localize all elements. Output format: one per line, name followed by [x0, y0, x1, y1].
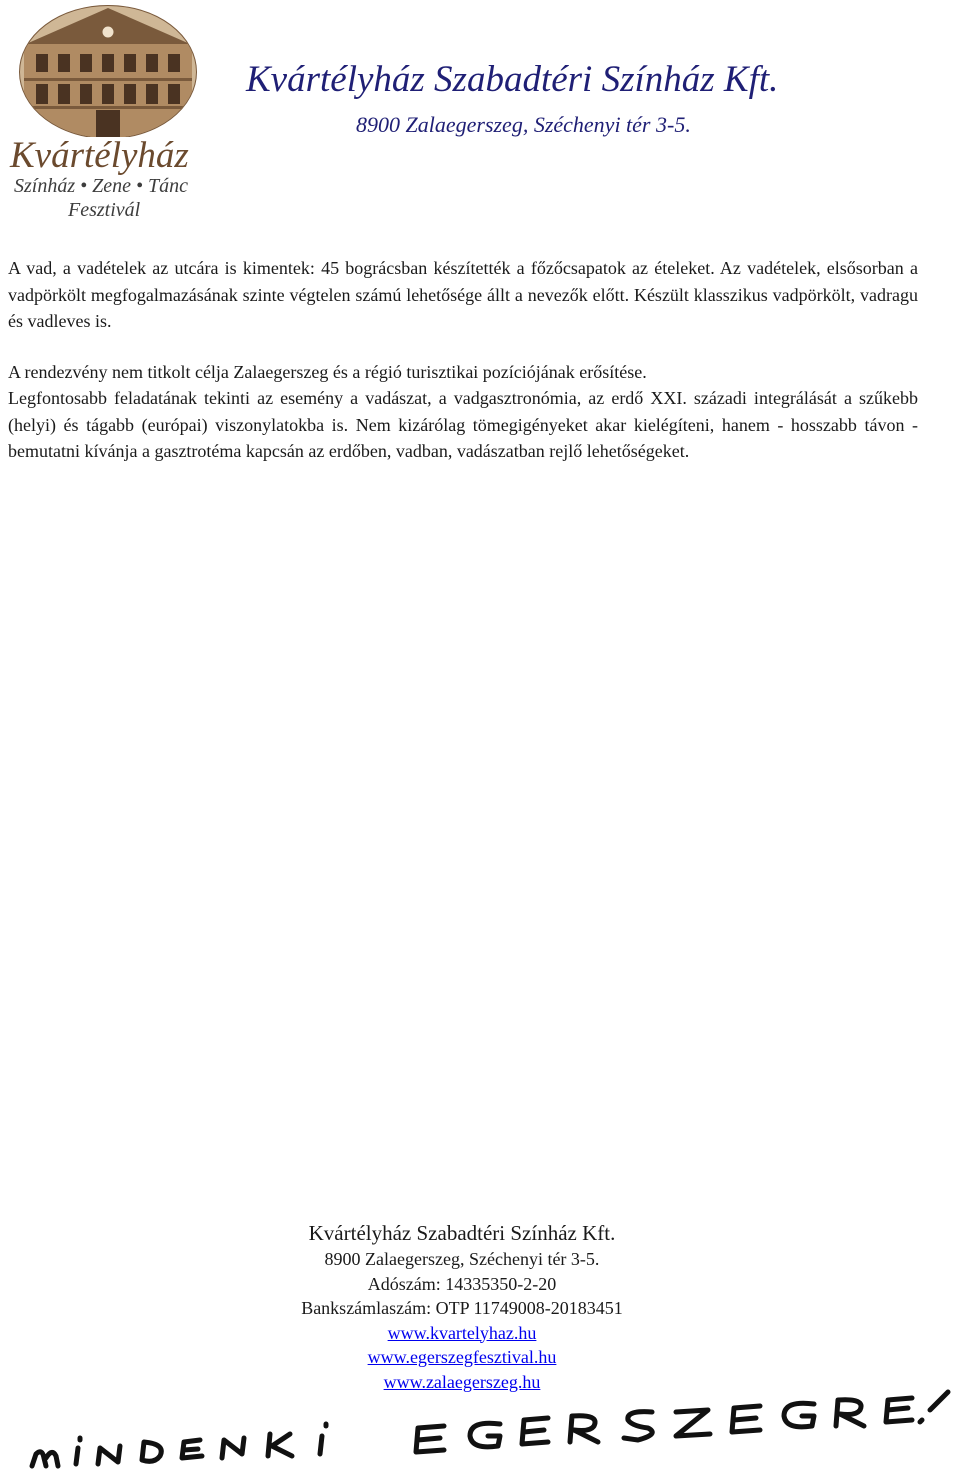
footer-bank-account: Bankszámlaszám: OTP 11749008-20183451 [301, 1298, 623, 1318]
link-kvartelyhaz[interactable]: www.kvartelyhaz.hu [387, 1322, 537, 1343]
building-illustration [4, 2, 216, 137]
footer-address: 8900 Zalaegerszeg, Széchenyi tér 3-5. [324, 1249, 600, 1269]
logo-name: Kvártélyház [10, 135, 189, 176]
header-title: Kvártélyház Szabadtéri Színház Kft. [246, 59, 779, 100]
footer [0, 1219, 924, 1394]
link-zalaegerszeg[interactable]: www.zalaegerszeg.hu [383, 1371, 541, 1392]
logo-festival: Fesztivál [68, 199, 141, 221]
logo-subtitle: Színház • Zene • Tánc [14, 175, 189, 197]
footer-tax-number: Adószám: 14335350-2-20 [367, 1273, 557, 1294]
paragraph-1: A vad, a vadételek az utcára is kimentek: 45 bográcsban készítették a főzőcsapatok az ételeket. Az vadételek, elsősorban a vadpörkölt megfogalmazásának szinte végtelen számú lehetősége állt a nevezők előtt. Készült klasszikus vadpörkölt, vadragu és vadleves is. [8, 258, 918, 331]
slogan-handwriting [0, 1388, 960, 1476]
link-egerszegfesztival[interactable]: www.egerszegfesztival.hu [367, 1347, 557, 1367]
header-address: 8900 Zalaegerszeg, Széchenyi tér 3-5. [356, 112, 691, 137]
footer-title: Kvártélyház Szabadtéri Színház Kft. [308, 1221, 616, 1245]
paragraph-3: Legfontosabb feladatának tekinti az esemény a vadászat, a vadgasztronómia, az erdő XXI. századi integrálását a szűkebb (helyi) és tágabb (európai) viszonylatokba is. Nem kizárólag tömegigényeket akar kielégíteni, hanem - hosszabb távon - bemutatni kívánja a gasztrotéma kapcsán az erdőben, vadban, vadászatban rejlő lehetőségeket. [8, 388, 918, 461]
paragraph-2: A rendezvény nem titkolt célja Zalaegerszeg és a régió turisztikai pozíciójának erősítése. [8, 362, 647, 382]
kvartelyhaz-logo [4, 2, 216, 224]
slogan-mindenki-egerszegre [0, 1388, 960, 1476]
